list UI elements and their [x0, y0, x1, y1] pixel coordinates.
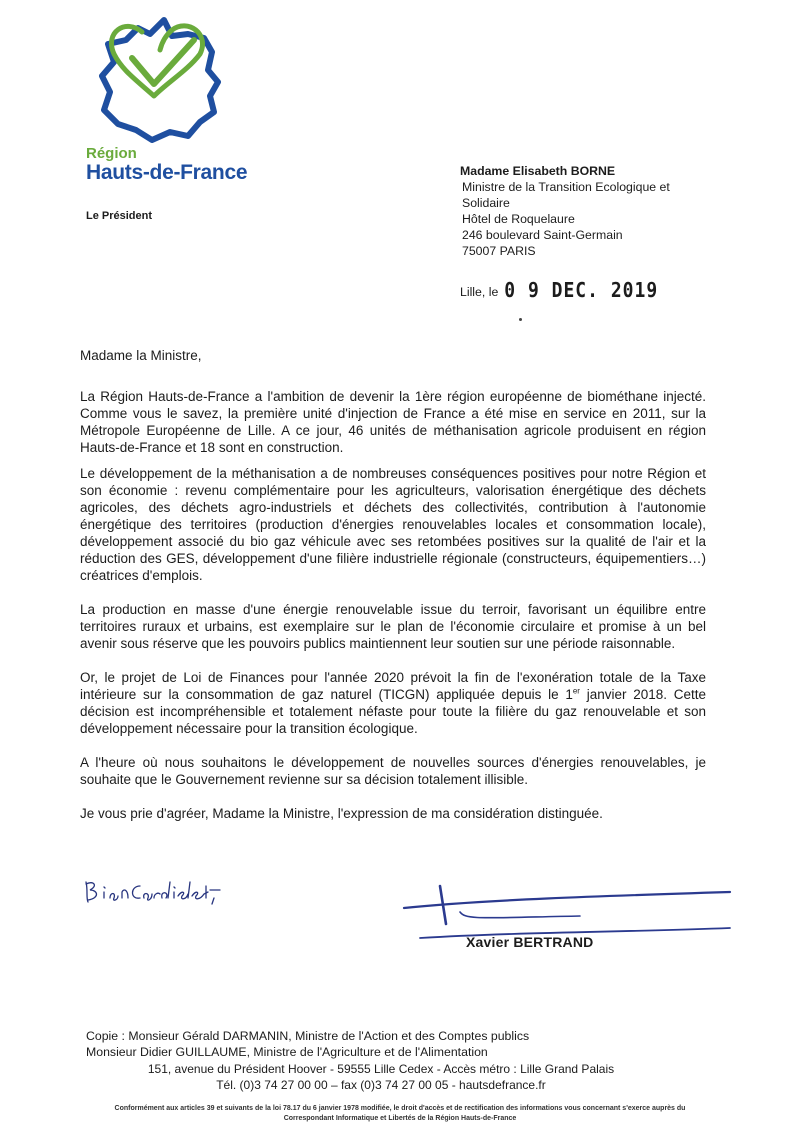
- signer-name: Xavier BERTRAND: [466, 934, 594, 950]
- closing-formula: Je vous prie d'agréer, Madame la Ministre, l'expression de ma considération distinguée.: [80, 806, 603, 821]
- date-prefix: Lille, le: [460, 285, 499, 299]
- recipient-address: [462, 163, 670, 259]
- footer-address: [146, 1062, 616, 1093]
- contact-line: Tél. (0)3 74 27 00 00 – fax (0)3 74 27 00 05 - hautsdefrance.fr: [216, 1077, 546, 1092]
- paragraph-5: A l'heure où nous souhaitons le développement de nouvelles sources d'énergies renouvelables, je souhaite que le Gouvernement revienne sur sa décision totalement illisible.: [80, 755, 706, 787]
- copies-block: [86, 1029, 529, 1060]
- recipient-line: 75007 PARIS: [462, 244, 536, 258]
- paragraph-4: [80, 669, 706, 737]
- region-logo-icon: [96, 14, 226, 146]
- sender-title: Le Président: [86, 210, 153, 222]
- recipient-name: Madame Elisabeth BORNE: [460, 164, 616, 178]
- salutation: Madame la Ministre,: [80, 348, 202, 363]
- copy-line: Monsieur Didier GUILLAUME, Ministre de l'Agriculture et de l'Alimentation: [86, 1044, 488, 1059]
- paragraph-4-part-1: Or, le projet de Loi de Finances pour l'année 2020 prévoit la fin de l'exonération totale de la Taxe intérieure sur la consommation de gaz naturel (TICGN) appliquée depuis le 1: [80, 670, 706, 702]
- recipient-line: Solidaire: [462, 196, 510, 210]
- date-stamp: 0 9 DEC. 2019: [504, 278, 659, 303]
- letter-body: [80, 347, 706, 822]
- superscript-er: er: [572, 686, 580, 696]
- paragraph-2: Le développement de la méthanisation a de nombreuses conséquences positives pour notre Région et son économie : revenu complémentaire pour les agriculteurs, valorisation énergétique des déchets agricoles, des déchets agro-industriels et déchets des collectivités, contribution à l'autonomie énergétique des territoires (production d'énergies renouvelables locales et consommation locale), développement associé du bio gaz véhicule avec ses retombées positives sur la qualité de l'air et la réduction des GES, développement d'une filière industrielle régionale (constructeurs, équipementiers…) créatrices d'emplois.: [80, 466, 706, 583]
- legal-line: Conformément aux articles 39 et suivants de la loi 78.17 du 6 janvier 1978 modifiée, le droit d'accès et de rectification des informations vous concernant s'exerce auprès du: [114, 1105, 686, 1112]
- paragraph-3: La production en masse d'une énergie renouvelable issue du terroir, favorisant un équilibre entre territoires ruraux et urbains, est exemplaire sur le plan de l'économie circulaire et promise à un bel avenir sous réserve que les pouvoirs publics maintiennent leur soutien sur une période raisonnable.: [80, 602, 706, 651]
- logo-region-label: Région: [86, 145, 137, 162]
- legal-line: Correspondant Informatique et Libertés de la Région Hauts-de-France: [283, 1114, 517, 1122]
- copy-line: Copie : Monsieur Gérald DARMANIN, Ministre de l'Action et des Comptes publics: [86, 1029, 530, 1043]
- recipient-line: 246 boulevard Saint-Germain: [462, 228, 623, 242]
- address-line: 151, avenue du Président Hoover - 59555 Lille Cedex - Accès métro : Lille Grand Palais: [147, 1062, 615, 1076]
- stray-mark: [519, 318, 522, 321]
- date-line: [460, 280, 658, 301]
- logo-name-label: Hauts-de-France: [86, 161, 248, 184]
- recipient-line: Ministre de la Transition Ecologique et: [462, 180, 670, 194]
- paragraph-1: La Région Hauts-de-France a l'ambition de devenir la 1ère région européenne de biométhane injecté. Comme vous le savez, la première unité d'injection de France a été mise en service en 2011, sur la Métropole Européenne de Lille. A ce jour, 46 unités de méthanisation agricole produisent en région Hauts-de-France et 18 sont en construction.: [80, 389, 706, 455]
- paragraph-4-part-2: janvier 2018. Cette décision est incompréhensible et totalement néfaste pour toute la filière du gaz renouvelable et son développement nécessaire pour la transition écologique.: [80, 687, 706, 736]
- legal-notice: [50, 1104, 750, 1123]
- recipient-line: Hôtel de Roquelaure: [462, 212, 575, 226]
- handwritten-note-icon: [82, 876, 232, 908]
